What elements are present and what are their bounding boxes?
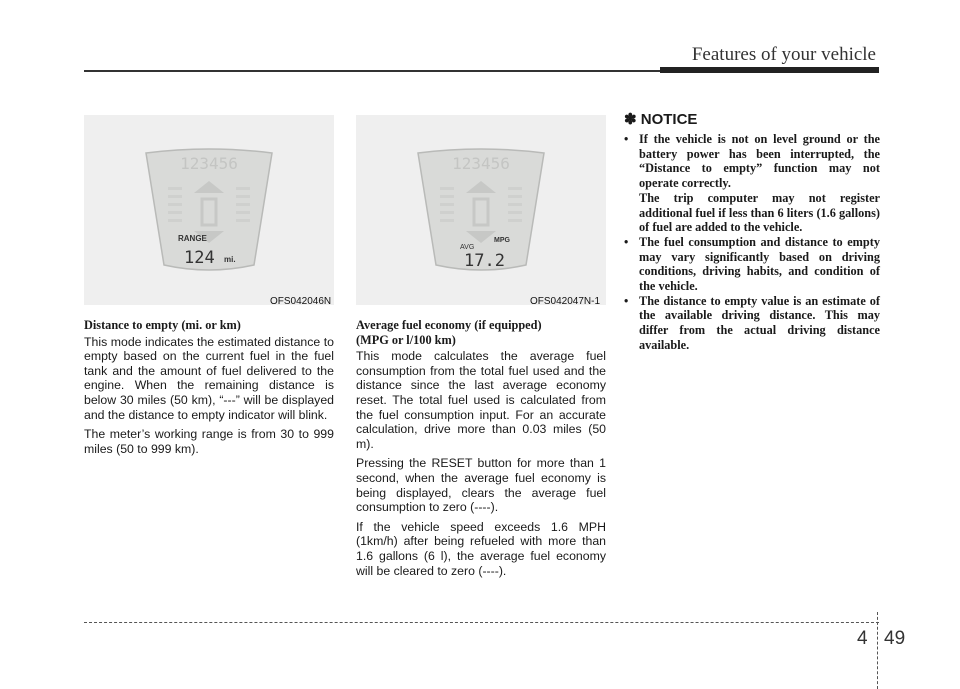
page-number: 49	[884, 628, 906, 649]
paragraph: This mode calculates the average fuel consumption from the total fuel used and the distance since the last average economy reset. The total fuel used is calculated from the fuel consumption input. For an accurate calculation, drive more than 0.03 miles (50 m).	[356, 349, 606, 451]
section-heading-line: (MPG or l/100 km)	[356, 332, 456, 347]
notice-list	[624, 132, 880, 353]
distance-to-empty-section	[84, 318, 334, 461]
list-item-text: If the vehicle is not on level ground or the battery power has been interrupted, the “Distance to empty” function may not operate correctly.	[639, 132, 880, 191]
section-heading-line: Average fuel economy (if equipped)	[356, 318, 542, 332]
section-heading	[356, 318, 606, 347]
bullet-icon: •	[624, 234, 629, 249]
list-item	[624, 132, 880, 235]
range-value: 124	[184, 248, 215, 268]
chapter-number: 4	[857, 628, 868, 649]
paragraph: If the vehicle speed exceeds 1.6 MPH (1km/h) after being refueled with more than 1.6 gallons (6 l), the average fuel economy will be cleared to zero (----).	[356, 519, 606, 578]
bullet-icon: •	[624, 293, 629, 308]
figure-code: OFS042046N	[270, 296, 332, 307]
average-fuel-economy-section	[356, 318, 606, 583]
range-unit: mi.	[224, 255, 236, 264]
header-rule-accent	[660, 67, 879, 73]
figure-code: OFS042047N-1	[530, 296, 601, 307]
avg-label: AVG	[460, 244, 475, 251]
list-item	[624, 294, 880, 353]
footer-divider	[877, 612, 878, 689]
list-item-text: The distance to empty value is an estimate of the available driving distance. This may differ from the actual driving distance available.	[639, 293, 880, 352]
header-title: Features of your vehicle	[691, 44, 876, 65]
bullet-icon: •	[624, 132, 629, 146]
footer-rule	[84, 622, 879, 623]
list-item-text: The trip computer may not register additional fuel if less than 6 liters (1.6 gallons) of fuel are added to the vehicle.	[639, 190, 880, 235]
notice-box	[624, 110, 880, 353]
list-item-text: The fuel consumption and distance to empty may vary significantly based on driving conditions, driving habits, and condition of the vehicle.	[639, 234, 880, 294]
paragraph: The meter’s working range is from 30 to 999 miles (50 to 999 km).	[84, 427, 334, 456]
notice-title: ✽ NOTICE	[624, 111, 698, 128]
paragraph: This mode indicates the estimated distance to empty based on the current fuel in the fuel tank and the amount of fuel delivered to the engine. When the remaining distance is below 30 miles (50 km), “---” will be displayed and the distance to empty indicator will blink.	[84, 334, 334, 422]
mpg-label: MPG	[494, 237, 510, 244]
odometer-digits: 123456	[452, 154, 510, 173]
fuel-economy-value: 17.2	[464, 251, 505, 271]
odometer-digits: 123456	[180, 154, 238, 173]
paragraph: Pressing the RESET button for more than 1 second, when the average fuel economy is being displayed, clears the average fuel consumption to zero (----).	[356, 456, 606, 515]
range-label: RANGE	[178, 234, 207, 243]
list-item	[624, 235, 880, 294]
fuel-economy-display-illustration	[356, 115, 606, 305]
section-heading: Distance to empty (mi. or km)	[84, 318, 241, 332]
range-display-illustration	[84, 115, 334, 305]
